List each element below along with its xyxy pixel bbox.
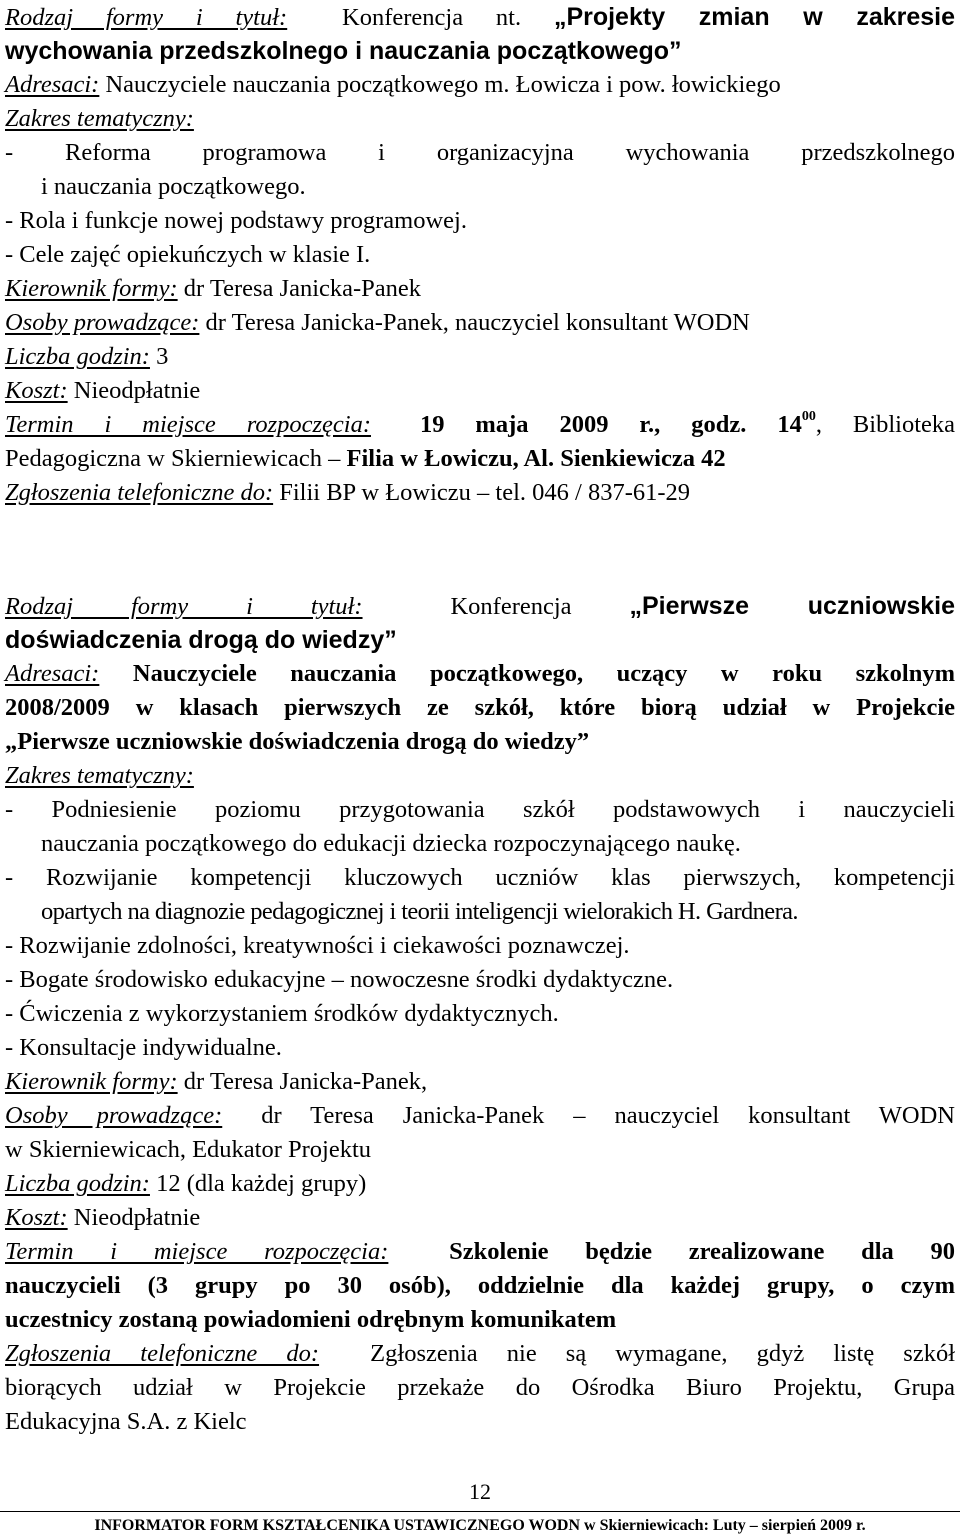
entry1-osoby — [5, 306, 955, 340]
entry1-koszt-value: Nieodpłatnie — [73, 377, 201, 404]
entry2-title-line — [5, 589, 955, 623]
entry1-title-line2 — [5, 34, 955, 68]
entry1-termin2-plain: Pedagogiczna w Skierniewicach – — [5, 445, 347, 472]
entry1-termin2-bold: Filia w Łowiczu, Al. Sienkiewicza 42 — [346, 445, 726, 472]
entry1-topic-3: - Cele zajęć opiekuńczych w klasie I. — [5, 241, 371, 268]
label-termin: Termin i miejsce rozpoczęcia: — [5, 411, 371, 438]
entry2-zakres-label — [5, 759, 955, 793]
label-liczba: Liczba godzin: — [5, 1170, 150, 1197]
label-adresaci: Adresaci: — [5, 71, 100, 98]
page-number: 12 — [469, 1479, 491, 1504]
entry2-kind: Konferencja — [450, 593, 630, 620]
entry2-topic-3: - Rozwijanie zdolności, kreatywności i ciekawości poznawczej. — [5, 932, 630, 959]
entry1-kierownik — [5, 272, 955, 306]
entry2-topic-2b: opartych na diagnozie pedagogicznej i teorii inteligencji wielorakich H. Gardnera. — [41, 898, 798, 925]
footer-rule — [0, 1511, 960, 1512]
entry2-koszt — [5, 1201, 955, 1235]
entry2-topic-6: - Konsultacje indywidualne. — [5, 1034, 282, 1061]
entry1-kind: Konferencja nt. — [342, 4, 554, 31]
entry2-zgloszenia-line3: Edukacyjna S.A. z Kielc — [5, 1408, 247, 1435]
label-termin: Termin i miejsce rozpoczęcia: — [5, 1238, 389, 1265]
entry2-title-part2: doświadczenia drogą do wiedzy” — [5, 626, 397, 654]
entry2-topic-5: - Ćwiczenia z wykorzystaniem środków dydaktycznych. — [5, 1000, 559, 1027]
entry1-termin — [5, 408, 955, 442]
entry2-zgloszenia-line1: Zgłoszenia nie są wymagane, gdyż listę szkół — [370, 1340, 956, 1367]
entry1-termin-bold: 19 maja 2009 r., godz. 14 — [419, 411, 802, 438]
label-zgloszenia: Zgłoszenia telefoniczne do: — [5, 1340, 320, 1367]
entry2-adresaci-line3: „Pierwsze uczniowskie doświadczenia drogą do wiedzy” — [5, 728, 590, 755]
entry2-koszt-value: Nieodpłatnie — [73, 1204, 201, 1231]
entry2-osoby-line2: w Skierniewicach, Edukator Projektu — [5, 1136, 372, 1163]
entry2-topic-2a: - Rozwijanie kompetencji kluczowych uczniów klas pierwszych, kompetencji — [5, 864, 955, 891]
label-koszt: Koszt: — [5, 1204, 68, 1231]
label-liczba: Liczba godzin: — [5, 343, 150, 370]
entry1-title-part2: wychowania przedszkolnego i nauczania początkowego” — [5, 37, 682, 65]
entry1-adresaci-value: Nauczyciele nauczania początkowego m. Łowicza i pow. łowickiego — [105, 71, 781, 98]
entry2-kierownik — [5, 1065, 955, 1099]
entry2-termin-line3: uczestnicy zostaną powiadomieni odrębnym komunikatem — [5, 1306, 617, 1333]
label-adresaci: Adresaci: — [5, 660, 100, 687]
entry2-topic-1a: - Podniesienie poziomu przygotowania szkół podstawowych i nauczycieli — [5, 796, 955, 823]
entry2-title-line2 — [5, 623, 955, 657]
entry1-koszt — [5, 374, 955, 408]
label-rodzaj: Rodzaj formy i tytuł: — [5, 593, 363, 620]
entry2-osoby — [5, 1099, 955, 1133]
entry2-zgloszenia — [5, 1337, 955, 1371]
entry1-zgloszenia-value: Filii BP w Łowiczu – tel. 046 / 837-61-29 — [279, 479, 691, 506]
entry1-termin-sup: 00 — [801, 409, 816, 424]
entry1-kierownik-value: dr Teresa Janicka-Panek — [183, 275, 422, 302]
entry1-adresaci — [5, 68, 955, 102]
entry2-adresaci — [5, 657, 955, 691]
entry2-title-part1: „Pierwsze uczniowskie — [629, 592, 955, 620]
entry1-liczba — [5, 340, 955, 374]
entry1-liczba-value: 3 — [156, 343, 169, 370]
entry1-title-line — [5, 0, 955, 34]
entry2-osoby-line1: dr Teresa Janicka-Panek – nauczyciel konsultant WODN — [261, 1102, 955, 1129]
entry2-topic-1b: nauczania początkowego do edukacji dziecka rozpoczynającego naukę. — [41, 830, 741, 857]
entry2-termin — [5, 1235, 955, 1269]
entry2-liczba-value: 12 (dla każdej grupy) — [156, 1170, 367, 1197]
label-osoby: Osoby prowadzące: — [5, 1102, 223, 1129]
entry-1 — [5, 0, 955, 510]
entry2-zgloszenia-line2: biorących udział w Projekcie przekaże do Ośrodka Biuro Projektu, Grupa — [5, 1374, 955, 1401]
label-kierownik: Kierownik formy: — [5, 1068, 178, 1095]
entry2-kierownik-value: dr Teresa Janicka-Panek, — [183, 1068, 428, 1095]
entry2-adresaci-line2: 2008/2009 w klasach pierwszych ze szkół, które biorą udział w Projekcie — [5, 694, 955, 721]
entry1-termin-rest: , Biblioteka — [815, 411, 955, 438]
page-footer: INFORMATOR FORM KSZTAŁCENIKA USTAWICZNEGO WODN w Skierniewicach: Luty – sierpień 2009 r. — [94, 1517, 866, 1534]
label-zakres: Zakres tematyczny: — [5, 762, 194, 789]
entry-2 — [5, 589, 955, 1439]
entry1-title-part1: „Projekty zmian w zakresie — [553, 3, 956, 31]
entry1-topic-1a: - Reforma programowa i organizacyjna wychowania przedszkolnego — [5, 139, 955, 166]
entry2-liczba — [5, 1167, 955, 1201]
entry1-topic-1b: i nauczania początkowego. — [41, 173, 306, 200]
entry1-termin-line2 — [5, 442, 955, 476]
entry1-zgloszenia — [5, 476, 955, 510]
entry1-zakres-label — [5, 102, 955, 136]
entry2-termin-line1: Szkolenie będzie zrealizowane dla 90 — [449, 1238, 956, 1265]
label-zakres: Zakres tematyczny: — [5, 105, 194, 132]
label-zgloszenia: Zgłoszenia telefoniczne do: — [5, 479, 274, 506]
entry1-topic-2: - Rola i funkcje nowej podstawy programowej. — [5, 207, 467, 234]
entry1-osoby-value: dr Teresa Janicka-Panek, nauczyciel konsultant WODN — [205, 309, 750, 336]
entry2-termin-line2: nauczycieli (3 grupy po 30 osób), oddzielnie dla każdej grupy, o czym — [5, 1272, 955, 1299]
entry2-adresaci-line1: Nauczyciele nauczania początkowego, uczący w roku szkolnym — [132, 660, 955, 687]
label-koszt: Koszt: — [5, 377, 68, 404]
label-kierownik: Kierownik formy: — [5, 275, 178, 302]
label-osoby: Osoby prowadzące: — [5, 309, 200, 336]
entry2-topic-4: - Bogate środowisko edukacyjne – nowoczesne środki dydaktyczne. — [5, 966, 674, 993]
label-rodzaj: Rodzaj formy i tytuł: — [5, 4, 288, 31]
